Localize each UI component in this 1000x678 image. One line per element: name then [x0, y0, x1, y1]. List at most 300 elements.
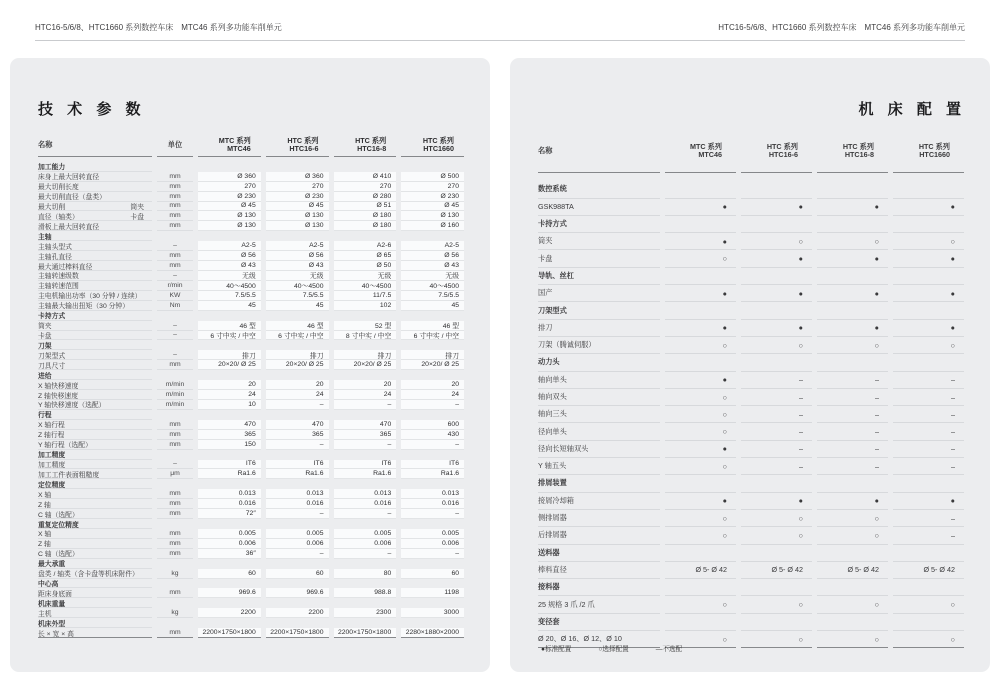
column-header-model	[741, 140, 812, 162]
row-value	[334, 162, 397, 172]
row-label	[38, 331, 152, 341]
row-unit	[157, 479, 193, 489]
row-value: ●	[665, 441, 736, 458]
model-series-label: HTC 系列	[422, 135, 454, 145]
table-row	[538, 493, 964, 510]
row-label-text: 行程	[38, 412, 52, 420]
row-label	[538, 527, 660, 544]
row-label-text: 导轨、丝杠	[538, 270, 574, 280]
row-label-text: 接料器	[538, 582, 560, 592]
row-value: Ø 43	[266, 261, 329, 271]
row-value: ○	[893, 596, 964, 613]
row-label	[538, 596, 660, 613]
row-value	[893, 475, 964, 492]
row-value: 60	[198, 569, 261, 579]
row-value	[665, 614, 736, 631]
row-value	[334, 370, 397, 380]
row-value	[198, 479, 261, 489]
table-header-row	[38, 135, 464, 153]
row-value: Ø 45	[198, 202, 261, 212]
row-value: 2280×1880×2000	[401, 628, 464, 638]
row-value	[665, 268, 736, 285]
row-unit	[157, 598, 193, 608]
row-label-text: Y 轴行程（选配）	[38, 442, 92, 450]
row-unit: m/min	[157, 390, 193, 400]
model-series-label: HTC 系列	[918, 141, 950, 151]
legend-item: ●标准配置	[541, 646, 572, 653]
row-value: 72″	[198, 509, 261, 519]
row-value: ●	[665, 493, 736, 510]
row-label-text: 排刀	[538, 322, 553, 332]
row-unit: mm	[157, 360, 193, 370]
table-row	[38, 420, 464, 430]
section-row	[538, 475, 964, 492]
row-value	[817, 475, 888, 492]
row-value: –	[741, 389, 812, 406]
row-label-text: 长 × 宽 × 高	[38, 630, 74, 638]
row-value: 24	[198, 390, 261, 400]
row-label	[38, 628, 152, 638]
table-row	[38, 172, 464, 182]
row-unit	[157, 450, 193, 460]
row-value	[741, 579, 812, 596]
row-label	[538, 250, 660, 267]
row-label-text: 滑板上最大回转直径	[38, 223, 100, 231]
row-value	[665, 579, 736, 596]
section-row	[38, 162, 464, 172]
table-row	[538, 510, 964, 527]
row-label-text: Z 轴行程	[38, 432, 65, 440]
row-value: 排刀	[198, 350, 261, 360]
row-value: 无级	[266, 271, 329, 281]
model-series-label: HTC 系列	[842, 141, 874, 151]
row-value: 7.5/5.5	[198, 291, 261, 301]
row-value: Ø 130	[198, 221, 261, 231]
underline-segment	[157, 156, 193, 157]
row-unit: –	[157, 350, 193, 360]
table-row	[38, 360, 464, 370]
row-unit: mm	[157, 192, 193, 202]
row-value: –	[401, 509, 464, 519]
row-value: 46 型	[401, 321, 464, 331]
row-value: –	[893, 441, 964, 458]
row-value	[266, 231, 329, 241]
row-value: ○	[665, 389, 736, 406]
table-row	[538, 406, 964, 423]
row-value	[266, 559, 329, 569]
row-label-text: 棒料直径	[538, 564, 567, 574]
row-value: 0.006	[334, 539, 397, 549]
row-value: 0.005	[401, 529, 464, 539]
row-label-text: 接屑冷却箱	[538, 495, 574, 505]
row-value: IT6	[334, 460, 397, 470]
row-value: ○	[665, 423, 736, 440]
row-value: 0.006	[401, 539, 464, 549]
row-value	[817, 268, 888, 285]
row-label	[538, 458, 660, 475]
row-value: –	[817, 423, 888, 440]
row-value: ○	[741, 596, 812, 613]
row-unit: –	[157, 271, 193, 281]
row-unit: mm	[157, 211, 193, 221]
row-value: 0.005	[266, 529, 329, 539]
model-name-label: HTC16-6	[289, 143, 319, 153]
section-row	[538, 216, 964, 233]
row-label	[38, 360, 152, 370]
table-row	[38, 509, 464, 519]
row-label-text: 主轴转速级数	[38, 273, 79, 281]
row-value: 8 寸中实 / 中空	[334, 331, 397, 341]
model-header-text	[817, 143, 879, 160]
row-value: 20	[334, 380, 397, 390]
row-value: –	[893, 510, 964, 527]
row-value: ○	[893, 233, 964, 250]
table-header-underline	[38, 152, 464, 162]
row-value: 20×20/ Ø 25	[334, 360, 397, 370]
row-label	[38, 529, 152, 539]
row-value: 0.006	[266, 539, 329, 549]
underline-segment	[817, 172, 888, 173]
row-label-text: 盘类 / 轴类（含卡盘等机床附件）	[38, 571, 139, 579]
row-value	[665, 475, 736, 492]
model-name-label: HTC1660	[423, 143, 454, 153]
row-label-text: 刀架	[38, 342, 52, 350]
row-value: Ø 5- Ø 42	[817, 562, 888, 579]
row-value	[266, 579, 329, 589]
row-value: A2-6	[334, 241, 397, 251]
row-label	[538, 233, 660, 250]
row-label-text: 轴向双头	[538, 392, 567, 401]
row-value	[198, 519, 261, 529]
row-value: 0.006	[198, 539, 261, 549]
row-label-text: 轴向单头	[538, 374, 567, 384]
row-label-text: 卡盘	[538, 253, 553, 263]
row-value: –	[741, 423, 812, 440]
row-label-text: X 轴快移速度	[38, 382, 79, 390]
row-value: –	[817, 389, 888, 406]
row-value: 20×20/ Ø 25	[198, 360, 261, 370]
section-label	[38, 311, 152, 321]
row-unit: mm	[157, 509, 193, 519]
model-series-label: HTC 系列	[355, 135, 387, 145]
row-unit: mm	[157, 251, 193, 261]
row-label-text: 最大通过棒料直径	[38, 263, 93, 271]
table-row	[38, 251, 464, 261]
row-value: ●	[741, 199, 812, 216]
row-unit: mm	[157, 172, 193, 182]
row-value: 11/7.5	[334, 291, 397, 301]
row-label	[538, 406, 660, 423]
row-value: 20×20/ Ø 25	[401, 360, 464, 370]
row-value: Ø 45	[266, 202, 329, 212]
column-header-model	[401, 135, 464, 153]
row-value	[266, 598, 329, 608]
row-unit	[157, 162, 193, 172]
table-row	[38, 460, 464, 470]
table-row	[38, 430, 464, 440]
row-value	[741, 302, 812, 319]
section-label	[538, 216, 660, 233]
row-unit: mm	[157, 221, 193, 231]
row-label-text: GSK988TA	[538, 202, 574, 212]
row-label-text: 主轴最大输出扭矩（30 分钟）	[38, 303, 130, 311]
row-value: Ø 65	[334, 251, 397, 261]
row-unit: mm	[157, 261, 193, 271]
row-label	[538, 441, 660, 458]
row-value: 排刀	[401, 350, 464, 360]
row-unit	[157, 370, 193, 380]
row-value	[401, 598, 464, 608]
row-value: Ø 130	[266, 221, 329, 231]
row-value: 20	[198, 380, 261, 390]
row-value: Ø 5- Ø 42	[893, 562, 964, 579]
table-row	[38, 202, 464, 212]
row-label	[538, 423, 660, 440]
model-header-text	[741, 143, 803, 160]
row-value: Ø 56	[198, 251, 261, 261]
section-label	[538, 545, 660, 562]
section-row	[538, 268, 964, 285]
legend-item: —不选配	[655, 646, 683, 653]
row-value: ○	[817, 527, 888, 544]
row-value: ●	[817, 199, 888, 216]
row-label-text: C 轴（选配）	[38, 551, 79, 559]
row-label-text: Y 轴五头	[538, 461, 567, 471]
table-row	[38, 380, 464, 390]
row-value	[334, 598, 397, 608]
section-row	[38, 479, 464, 489]
row-value: 45	[401, 301, 464, 311]
row-value: ●	[741, 250, 812, 267]
spec-table	[38, 135, 464, 638]
row-value	[665, 302, 736, 319]
row-value: 988.8	[334, 588, 397, 598]
table-row	[38, 608, 464, 618]
row-value: Ø 180	[334, 221, 397, 231]
row-value: 0.013	[198, 489, 261, 499]
model-header-text	[198, 137, 256, 154]
row-label	[538, 337, 660, 354]
row-value: 40～4500	[198, 281, 261, 291]
row-sublabel-text: 筒夹	[130, 204, 144, 211]
row-value: ○	[741, 631, 812, 648]
row-value: ○	[665, 250, 736, 267]
section-label	[38, 598, 152, 608]
row-unit: mm	[157, 202, 193, 212]
model-series-label: HTC 系列	[766, 141, 798, 151]
table-row	[538, 199, 964, 216]
section-row	[38, 598, 464, 608]
row-value: ●	[817, 285, 888, 302]
row-value	[817, 302, 888, 319]
row-value: Ø 360	[198, 172, 261, 182]
row-value: Ø 5- Ø 42	[665, 562, 736, 579]
row-label-text: 中心高	[38, 581, 59, 589]
column-header-model	[334, 135, 397, 153]
row-value: ○	[817, 596, 888, 613]
column-header-name: 名称	[538, 146, 553, 155]
section-row	[538, 181, 964, 198]
row-value: 排刀	[334, 350, 397, 360]
row-value	[334, 450, 397, 460]
row-value	[893, 181, 964, 198]
column-header-model	[266, 135, 329, 153]
row-unit	[157, 340, 193, 350]
table-row	[538, 233, 964, 250]
model-header-text	[893, 143, 955, 160]
row-value	[334, 519, 397, 529]
row-label-text: 数控系统	[538, 184, 567, 194]
row-value	[817, 614, 888, 631]
row-value: Ø 230	[266, 192, 329, 202]
row-value: ●	[741, 493, 812, 510]
row-value	[741, 614, 812, 631]
row-label-text: 加工工件表面粗糙度	[38, 471, 100, 479]
table-row	[538, 527, 964, 544]
row-value	[665, 216, 736, 233]
row-unit: Nm	[157, 301, 193, 311]
row-value	[198, 579, 261, 589]
row-value: Ø 230	[401, 192, 464, 202]
model-name-label: MTC46	[227, 143, 251, 153]
row-unit: kg	[157, 569, 193, 579]
row-value: –	[401, 549, 464, 559]
row-value: 2200	[266, 608, 329, 618]
row-value: 2200	[198, 608, 261, 618]
row-label	[38, 400, 152, 410]
row-value	[334, 618, 397, 628]
row-value	[817, 545, 888, 562]
table-row	[538, 285, 964, 302]
row-value: 270	[266, 182, 329, 192]
row-unit: mm	[157, 489, 193, 499]
row-value	[334, 559, 397, 569]
row-value: ○	[741, 233, 812, 250]
row-value: ○	[665, 527, 736, 544]
row-value: ○	[741, 337, 812, 354]
section-row	[38, 410, 464, 420]
row-label-text: Y 轴快移速度（选配）	[38, 402, 106, 410]
row-value: 430	[401, 430, 464, 440]
row-value: 470	[266, 420, 329, 430]
row-value	[893, 268, 964, 285]
row-value	[741, 354, 812, 371]
row-label	[38, 321, 152, 331]
row-value: –	[893, 527, 964, 544]
row-value: Ø 180	[334, 211, 397, 221]
model-header-text	[665, 143, 727, 160]
row-value: 无级	[401, 271, 464, 281]
column-header-name: 名称	[38, 139, 53, 149]
row-value: IT6	[198, 460, 261, 470]
running-header-right: HTC16-5/6/8、HTC1660 系列数控车床 MTC46 系列多功能车削单元	[718, 23, 965, 32]
row-value	[741, 475, 812, 492]
row-value: 102	[334, 301, 397, 311]
section-label	[38, 519, 152, 529]
row-unit: mm	[157, 529, 193, 539]
row-value	[266, 370, 329, 380]
row-value: 969.6	[266, 588, 329, 598]
row-value: ●	[893, 493, 964, 510]
row-value: ●	[665, 372, 736, 389]
row-label-text: 后排屑器	[538, 530, 567, 540]
row-label-text: 加工能力	[38, 164, 66, 172]
row-label	[538, 320, 660, 337]
row-value	[401, 162, 464, 172]
row-label-text: 最大切削直径（盘类）	[38, 194, 106, 202]
row-value: 1198	[401, 588, 464, 598]
row-value: 470	[198, 420, 261, 430]
row-value	[893, 302, 964, 319]
row-value: A2-5	[401, 241, 464, 251]
row-value: ○	[665, 458, 736, 475]
right-page-title: 机 床 配 置	[858, 101, 966, 118]
row-value: –	[741, 458, 812, 475]
row-value	[198, 450, 261, 460]
row-value: Ø 56	[401, 251, 464, 261]
row-label-text: 机床外型	[38, 620, 66, 628]
row-value: 20×20/ Ø 25	[266, 360, 329, 370]
row-value	[401, 231, 464, 241]
row-label-text: 送料器	[538, 547, 560, 557]
row-sublabel-text: 卡盘	[130, 213, 144, 221]
row-value	[266, 410, 329, 420]
column-header-model	[665, 140, 736, 162]
row-label	[538, 510, 660, 527]
model-header-text	[334, 137, 392, 154]
row-value	[266, 519, 329, 529]
model-name-label: HTC1660	[919, 150, 950, 159]
row-label-text: C 轴（选配）	[38, 511, 79, 519]
row-label-text: 刀具尺寸	[38, 362, 66, 370]
underline-segment	[538, 172, 660, 173]
row-value: 60	[401, 569, 464, 579]
row-value: 2200×1750×1800	[334, 628, 397, 638]
config-table	[538, 140, 964, 648]
table-row	[538, 389, 964, 406]
row-value: 排刀	[266, 350, 329, 360]
section-label	[538, 354, 660, 371]
row-value	[741, 545, 812, 562]
row-value: Ø 43	[401, 261, 464, 271]
row-value	[401, 519, 464, 529]
row-value: –	[741, 372, 812, 389]
row-value	[401, 479, 464, 489]
table-row	[38, 628, 464, 638]
row-label	[38, 489, 152, 499]
row-label-text: 轴向三头	[538, 409, 567, 419]
legend-item: ○选择配置	[598, 646, 629, 653]
row-value: –	[893, 423, 964, 440]
table-row	[38, 529, 464, 539]
section-label	[538, 302, 660, 319]
row-value: 60	[266, 569, 329, 579]
row-value: Ø 45	[401, 202, 464, 212]
row-value: 0.016	[334, 499, 397, 509]
model-name-label: MTC46	[698, 150, 722, 159]
row-value	[401, 410, 464, 420]
table-row	[38, 331, 464, 341]
model-header-text	[401, 137, 459, 154]
row-value: –	[334, 509, 397, 519]
row-value	[741, 268, 812, 285]
row-value: 150	[198, 440, 261, 450]
row-value: 24	[334, 390, 397, 400]
column-header-model	[198, 135, 261, 153]
row-label-text: 卡持方式	[538, 219, 567, 229]
row-value	[334, 231, 397, 241]
row-value	[741, 181, 812, 198]
